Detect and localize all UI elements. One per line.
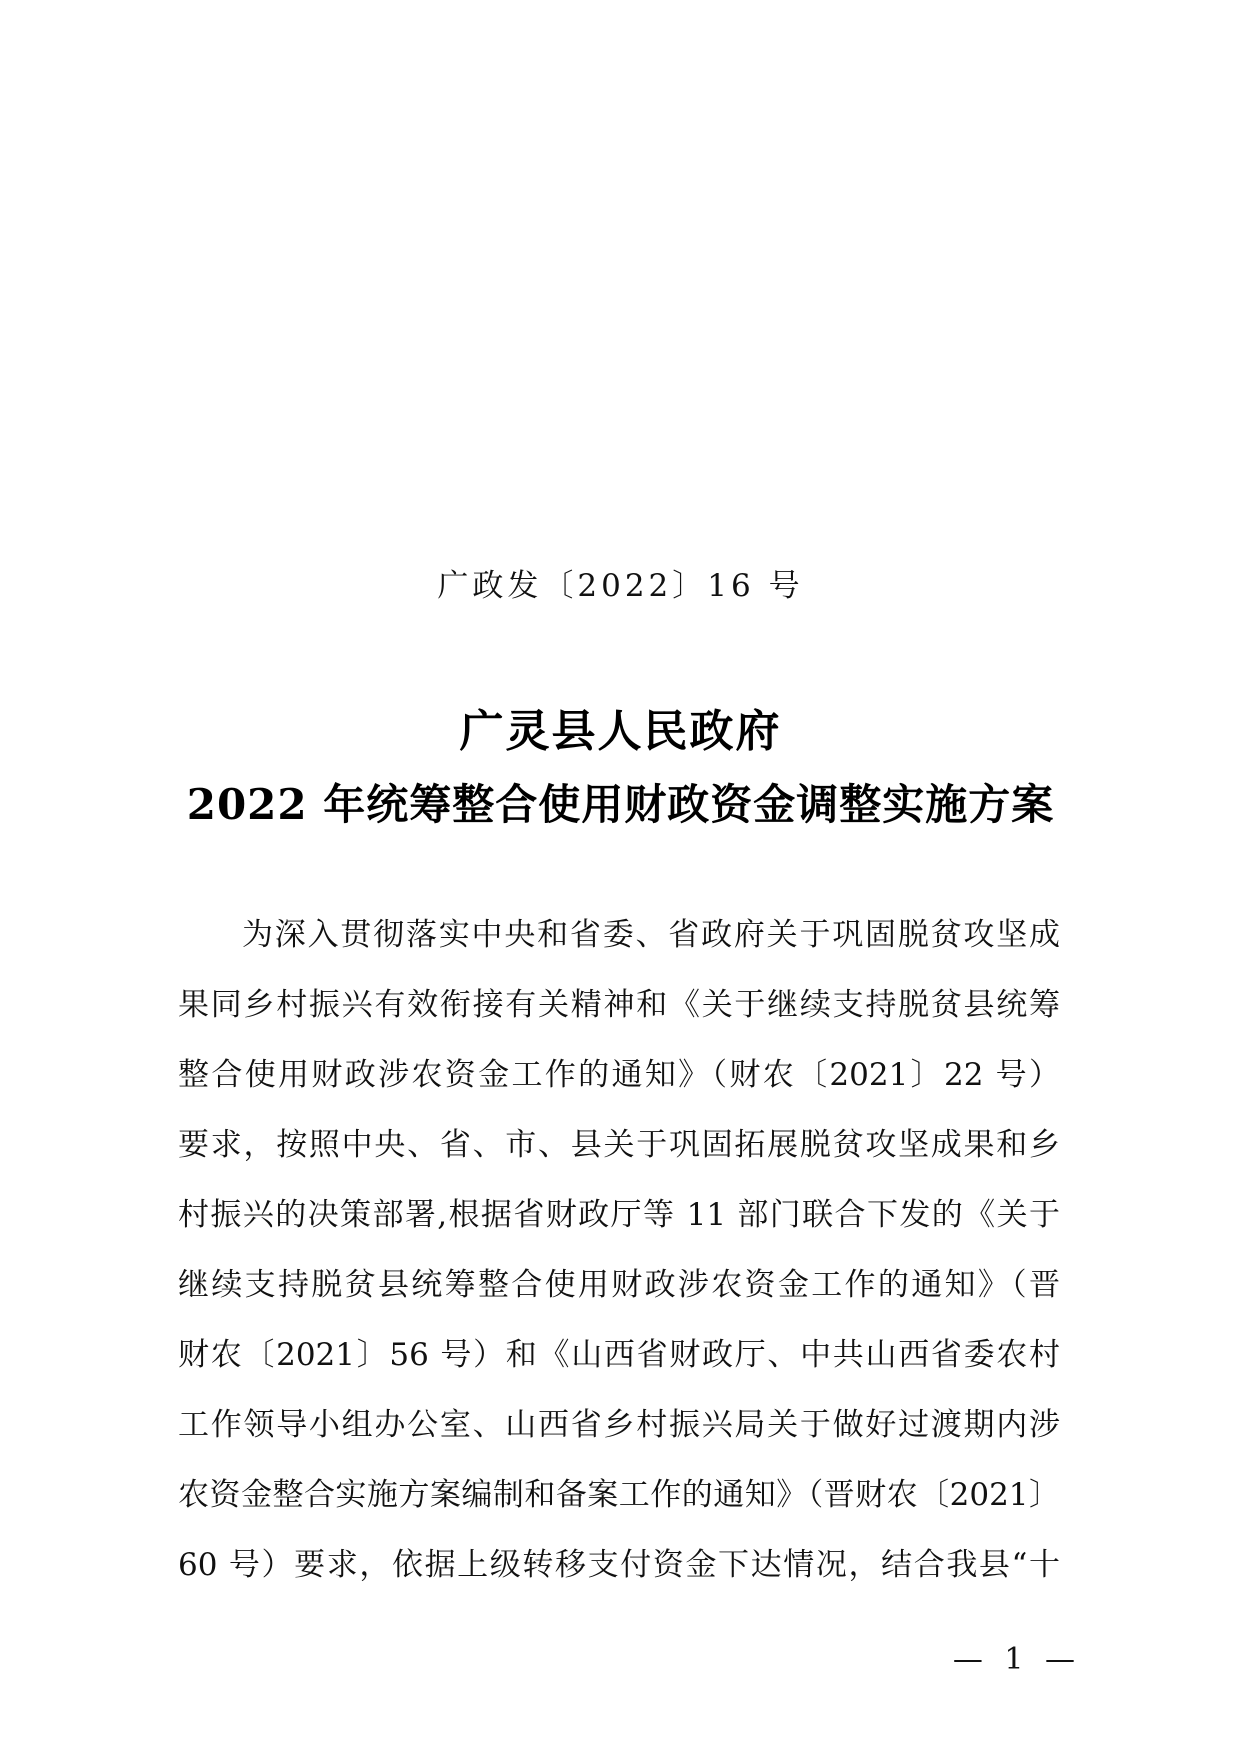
page-number: — 1 — [952,1642,1081,1677]
document-number: 广政发〔2022〕16 号 [437,568,804,604]
body-line: 整合使用财政涉农资金工作的通知》（财农〔2021〕22 号） [178,1057,1060,1093]
body-line: 工作领导小组办公室、山西省乡村振兴局关于做好过渡期内涉 [178,1407,1060,1443]
body-line: 为深入贯彻落实中央和省委、省政府关于巩固脱贫攻坚成 [242,917,1060,953]
body-line: 继续支持脱贫县统筹整合使用财政涉农资金工作的通知》（晋 [178,1267,1060,1303]
body-line: 村振兴的决策部署,根据省财政厅等 11 部门联合下发的《关于 [178,1197,1060,1233]
document-body [178,900,1060,1600]
document-title-issuer: 广灵县人民政府 [459,706,782,757]
body-line: 农资金整合实施方案编制和备案工作的通知》（晋财农〔2021〕 [178,1477,1060,1513]
body-line: 果同乡村振兴有效衔接有关精神和《关于继续支持脱贫县统筹 [178,987,1060,1023]
document-title-subject: 2022 年统筹整合使用财政资金调整实施方案 [186,780,1055,829]
body-line: 要求，按照中央、省、市、县关于巩固拓展脱贫攻坚成果和乡 [178,1127,1060,1163]
body-line: 财农〔2021〕56 号）和《山西省财政厅、中共山西省委农村 [178,1337,1060,1373]
body-line: 60 号）要求，依据上级转移支付资金下达情况，结合我县“十 [178,1547,1060,1583]
